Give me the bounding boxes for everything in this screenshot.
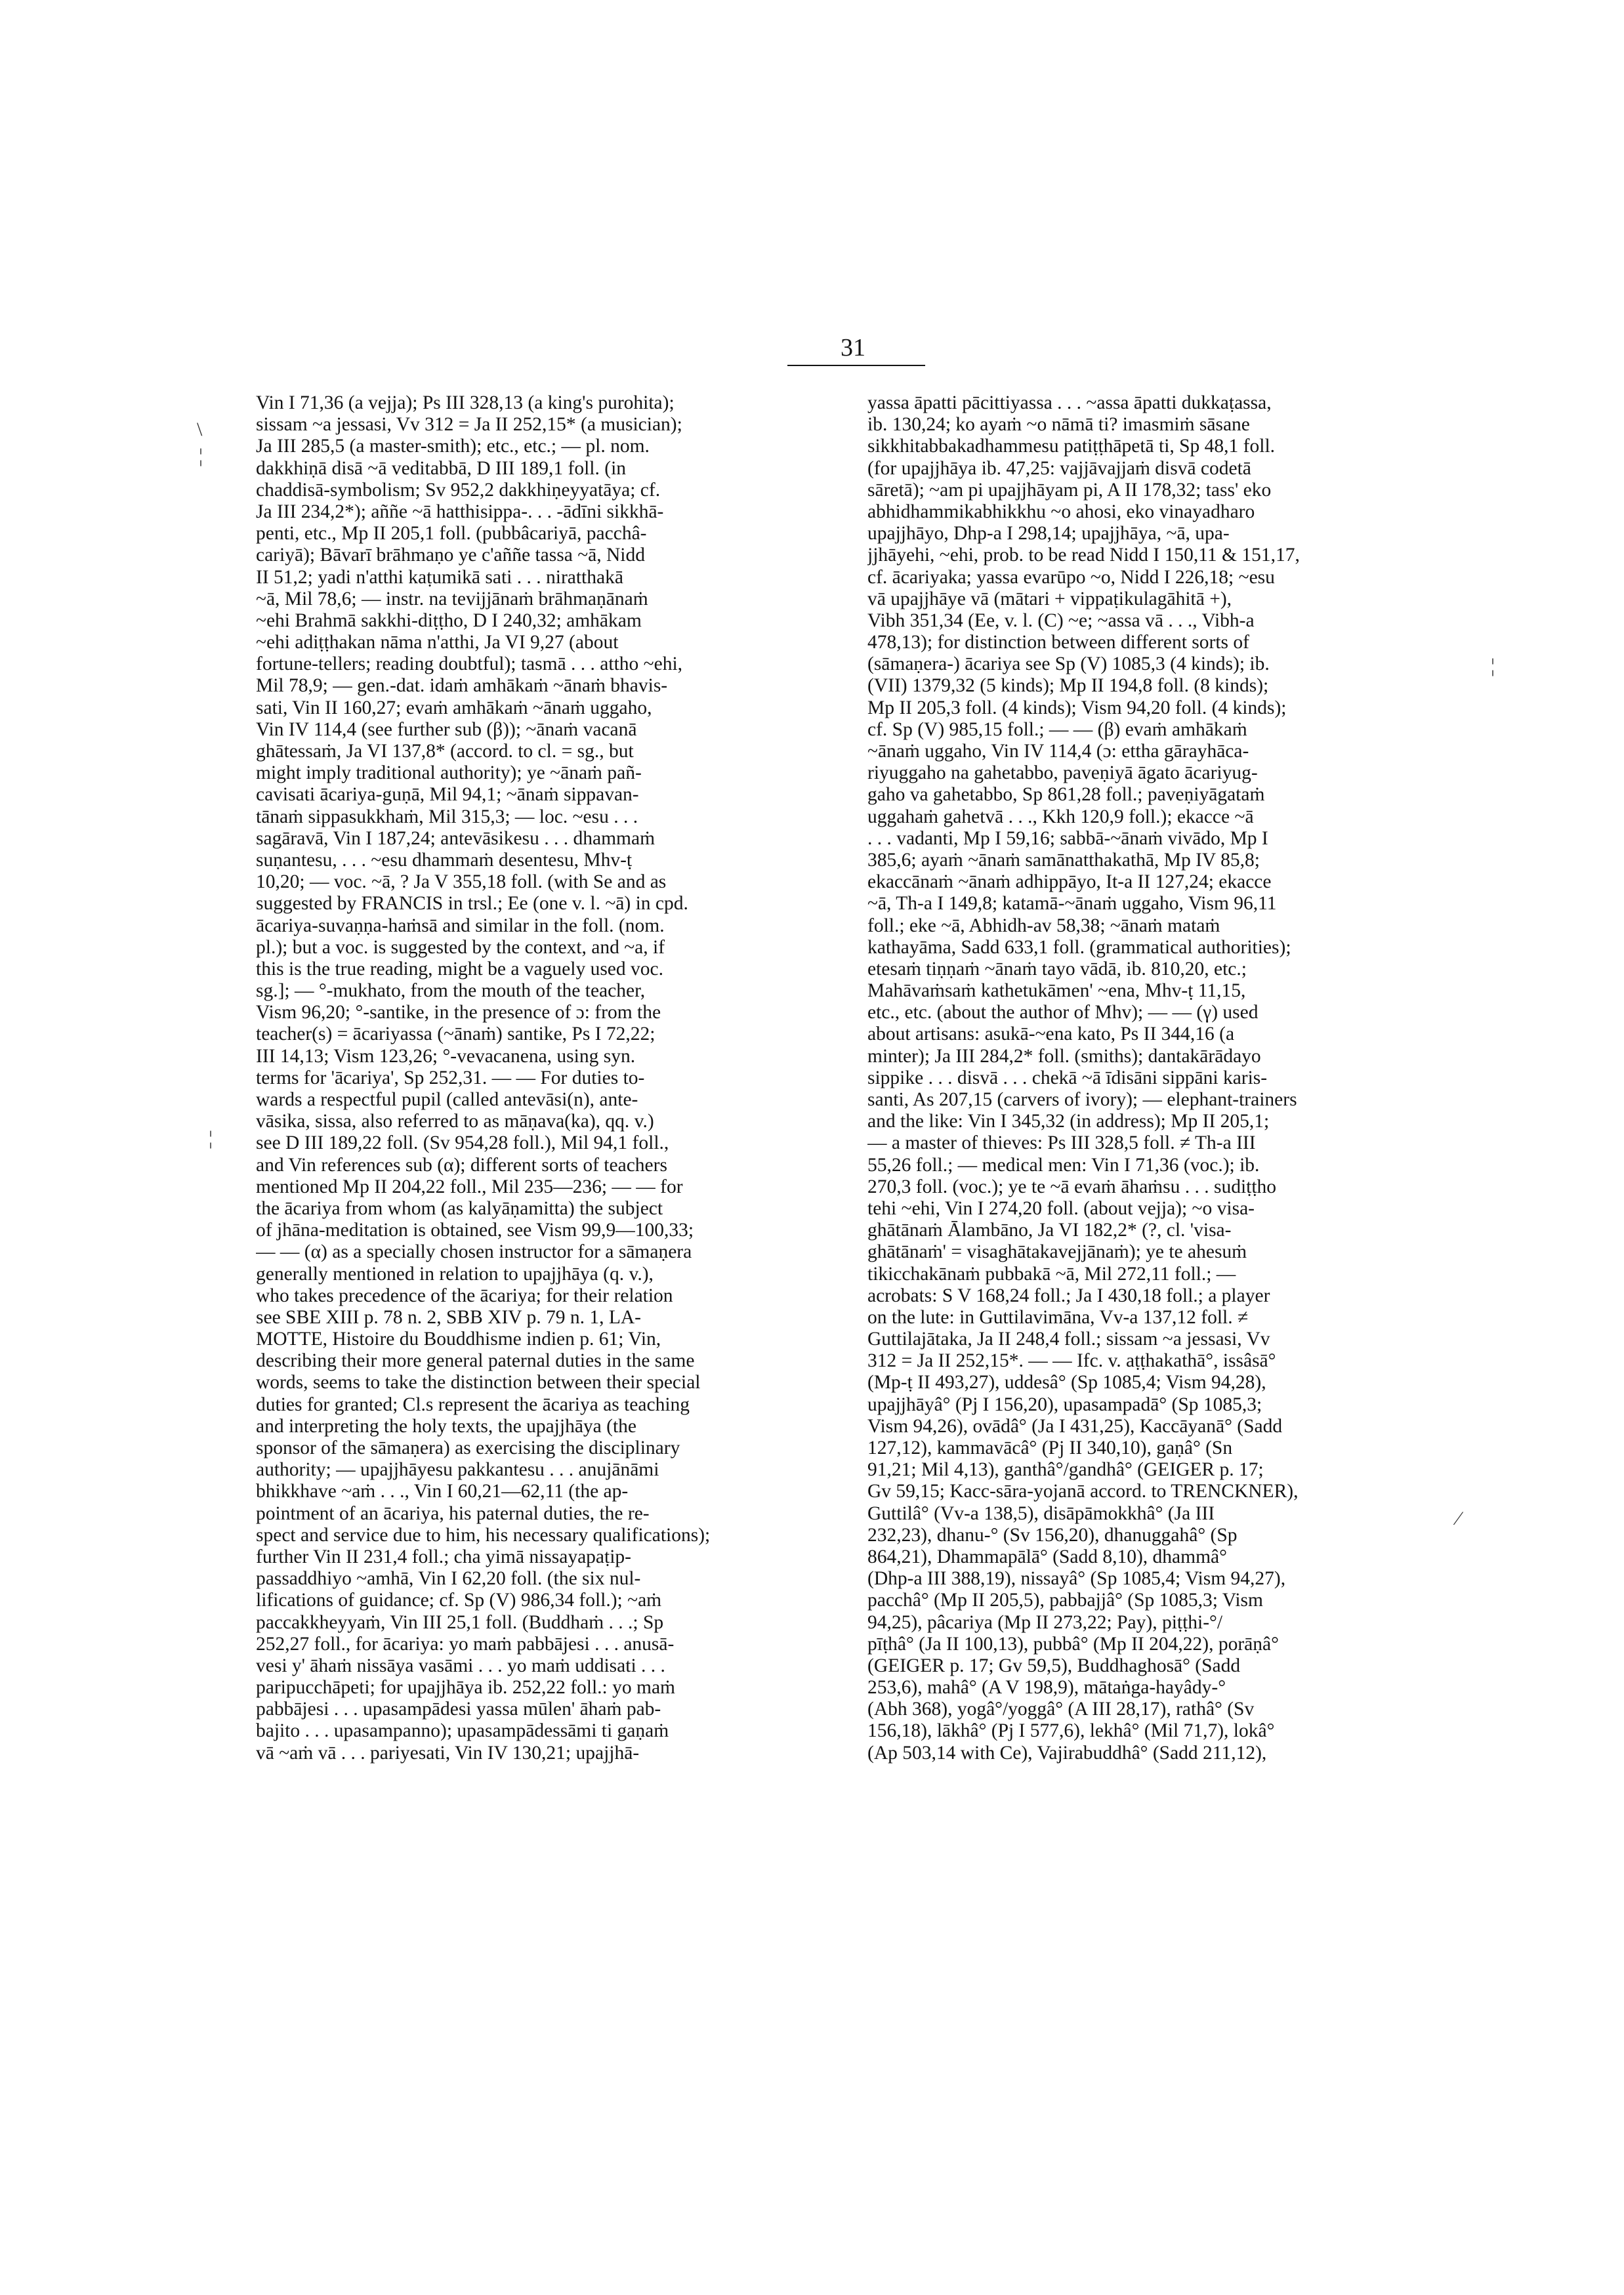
text-line: might imply traditional authority); ye ~ānaṁ pañ- (256, 762, 642, 784)
text-line: pabbājesi . . . upasampādesi yassa mūlen' āhaṁ pab- (256, 1699, 661, 1720)
text-line: sikkhitabbakadhammesu patiṭṭhāpetā ti, Sp 48,1 foll. (867, 436, 1276, 457)
text-line: this is the true reading, might be a vaguely used voc. (256, 958, 663, 980)
text-line: upajjhāyo, Dhp-a I 298,14; upajjhāya, ~ā, upa- (867, 523, 1230, 545)
text-line: paripucchāpeti; for upajjhāya ib. 252,22 foll.: yo maṁ (256, 1677, 675, 1699)
text-line: minter); Ja III 284,2* foll. (smiths); dantakārādayo (867, 1045, 1261, 1067)
text-line: tānaṁ sippasukkhaṁ, Mil 315,3; — loc. ~esu . . . (256, 806, 638, 827)
text-line: Vin IV 114,4 (see further sub (β)); ~ānaṁ vacanā (256, 718, 637, 740)
text-line: 385,6; ayaṁ ~ānaṁ samānatthakathā, Mp IV 85,8; (867, 849, 1260, 871)
text-line: and interpreting the holy texts, the upajjhāya (the (256, 1415, 636, 1437)
text-line: who takes precedence of the ācariya; for their relation (256, 1285, 673, 1306)
text-line: Vibh 351,34 (Ee, v. l. (C) ~e; ~assa vā . . ., Vibh-a (867, 610, 1255, 631)
text-line: chaddisā-symbolism; Sv 952,2 dakkhiṇeyyatāya; cf. (256, 479, 661, 501)
margin-mark: ¦ (209, 1127, 213, 1149)
text-line: 94,25), pâcariya (Mp II 273,22; Pay), piṭṭhi-°/ (867, 1611, 1223, 1633)
text-line: see SBE XIII p. 78 n. 2, SBB XIV p. 79 n. 1, LA- (256, 1306, 641, 1328)
text-line: sissam ~a jessasi, Vv 312 = Ja II 252,15* (a musician); (256, 414, 682, 436)
text-line: pointment of an ācariya, his paternal duties, the re- (256, 1502, 650, 1524)
text-line: Ja III 285,5 (a master-smith); etc., etc.; — pl. nom. (256, 436, 650, 457)
text-line: ~ā, Mil 78,6; — instr. na tevijjānaṁ brāhmaṇānaṁ (256, 588, 648, 610)
text-line: 478,13); for distinction between different sorts of (867, 632, 1249, 653)
text-line: words, seems to take the distinction between their special (256, 1372, 701, 1394)
text-line: . . . vadanti, Mp I 59,16; sabbā-~ānaṁ vivādo, Mp I (867, 827, 1268, 849)
text-line: abhidhammikabhikkhu ~o ahosi, eko vinayadharo (867, 501, 1255, 522)
text-line: ~ehi Brahmā sakkhi-diṭṭho, D I 240,32; amhākam (256, 610, 642, 631)
text-line: vesi y' āhaṁ nissāya vasāmi . . . yo maṁ uddisati . . . (256, 1655, 665, 1676)
right-column (867, 392, 1474, 1764)
text-line: (Abh 368), yogâ°/yoggâ° (A III 28,17), rathâ° (Sv (867, 1699, 1255, 1720)
text-line: cariyā); Bāvarī brāhmaṇo ye c'aññe tassa ~ā, Nidd (256, 545, 645, 566)
page-number-rule (787, 365, 925, 366)
text-line: passaddhiyo ~amhā, Vin I 62,20 foll. (the six nul- (256, 1568, 641, 1590)
text-line: riyuggaho na gahetabbo, paveṇiyā āgato ācariyug- (867, 762, 1258, 784)
text-line: Mp II 205,3 foll. (4 kinds); Vism 94,20 foll. (4 kinds); (867, 697, 1287, 718)
text-line: Gv 59,15; Kacc-sāra-yojanā accord. to TRENCKNER), (867, 1481, 1299, 1502)
text-line: describing their more general paternal duties in the same (256, 1350, 695, 1372)
text-line: — — (α) as a specially chosen instructor for a sāmaṇera (256, 1241, 692, 1263)
text-line: kathayāma, Sadd 633,1 foll. (grammatical authorities); (867, 936, 1291, 958)
text-line: vā ~aṁ vā . . . pariyesati, Vin IV 130,21; upajjhā- (256, 1742, 640, 1764)
text-line: Vin I 71,36 (a vejja); Ps III 328,13 (a king's purohita); (256, 392, 675, 413)
text-line: sippike . . . disvā . . . chekā ~ā īdisāni sippāni karis- (867, 1067, 1268, 1088)
text-line: wards a respectful pupil (called antevāsi(n), ante- (256, 1089, 638, 1110)
text-line: jjhāyehi, ~ehi, prob. to be read Nidd I 150,11 & 151,17, (867, 545, 1300, 566)
text-line: ib. 130,24; ko ayaṁ ~o nāmā ti? imasmiṁ sāsane (867, 414, 1250, 436)
text-line: vā upajjhāye vā (mātari + vippaṭikulagāhitā +), (867, 588, 1232, 610)
text-line: dakkhiṇā disā ~ā veditabbā, D III 189,1 foll. (in (256, 457, 627, 479)
page-number: 31 (841, 334, 865, 362)
text-line: 270,3 foll. (voc.); ye te ~ā evaṁ āhaṁsu . . . sudiṭṭho (867, 1176, 1277, 1197)
text-line: 10,20; — voc. ~ā, ? Ja V 355,18 foll. (with Se and as (256, 871, 667, 893)
margin-mark: \ (197, 419, 203, 440)
text-line: uggahaṁ gahetvā . . ., Kkh 120,9 foll.); ekacce ~ā (867, 806, 1254, 827)
text-line: ~ānaṁ uggaho, Vin IV 114,4 (ɔ: ettha gārayhāca- (867, 741, 1249, 762)
text-line: Mil 78,9; — gen.-dat. idaṁ amhākaṁ ~ānaṁ bhavis- (256, 675, 668, 697)
text-line: further Vin II 231,4 foll.; cha yimā nissayapaṭip- (256, 1546, 631, 1567)
text-line: suggested by FRANCIS in trsl.; Ee (one v. l. ~ā) in cpd. (256, 893, 688, 915)
text-line: 312 = Ja II 252,15*. — — Ifc. v. aṭṭhakathā°, issâsā° (867, 1350, 1276, 1372)
text-line: sati, Vin II 160,27; evaṁ amhākaṁ ~ānaṁ uggaho, (256, 697, 652, 718)
text-line: ~ā, Th-a I 149,8; katamā-~ānaṁ uggaho, Vism 96,11 (867, 893, 1277, 915)
text-line: sponsor of the sāmaṇera) as exercising the disciplinary (256, 1437, 680, 1458)
text-line: authority; — upajjhāyesu pakkantesu . . . anujānāmi (256, 1459, 659, 1481)
text-line: 232,23), dhanu-° (Sv 156,20), dhanuggahâ° (Sp (867, 1524, 1238, 1546)
text-line: (sāmaṇera-) ācariya see Sp (V) 1085,3 (4 kinds); ib. (867, 653, 1270, 675)
text-line: ghātānaṁ Ālambāno, Ja VI 182,2* (?, cl. 'visa- (867, 1220, 1232, 1241)
text-line: suṇantesu, . . . ~esu dhammaṁ desentesu, Mhv-ṭ (256, 849, 633, 871)
text-line: spect and service due to him, his necessary qualifications); (256, 1524, 711, 1546)
text-line: and the like: Vin I 345,32 (in address); Mp II 205,1; (867, 1111, 1270, 1132)
text-line: III 14,13; Vism 123,26; °-vevacanena, using syn. (256, 1045, 636, 1067)
text-line: Guttilâ° (Vv-a 138,5), disāpāmokkhâ° (Ja III (867, 1502, 1215, 1524)
text-line: penti, etc., Mp II 205,1 foll. (pubbâcariyā, pacchâ- (256, 523, 647, 545)
text-line: tehi ~ehi, Vin I 274,20 foll. (about vejja); ~o visa- (867, 1197, 1255, 1219)
text-line: (Ap 503,14 with Ce), Vajirabuddhâ° (Sadd 211,12), (867, 1742, 1267, 1764)
text-line: Vism 96,20; °-santike, in the presence of ɔ: from the (256, 1002, 661, 1023)
text-line: Guttilajātaka, Ja II 248,4 foll.; sissam ~a jessasi, Vv (867, 1329, 1270, 1350)
text-line: Mahāvaṁsaṁ kathetukāmen' ~ena, Mhv-ṭ 11,15, (867, 980, 1246, 1002)
text-line: sg.]; — °-mukhato, from the mouth of the teacher, (256, 980, 646, 1002)
text-line: teacher(s) = ācariyassa (~ānaṁ) santike, Ps I 72,22; (256, 1023, 656, 1045)
text-line: lifications of guidance; cf. Sp (V) 986,34 foll.); ~aṁ (256, 1590, 662, 1611)
text-line: pīṭhâ° (Ja II 100,13), pubbâ° (Mp II 204,22), porāṇâ° (867, 1633, 1279, 1655)
text-line: generally mentioned in relation to upajjhāya (q. v.), (256, 1263, 654, 1285)
text-line: (GEIGER p. 17; Gv 59,5), Buddhaghosā° (Sadd (867, 1655, 1241, 1676)
text-line: pacchâ° (Mp II 205,5), pabbajjâ° (Sp 1085,3; Vism (867, 1590, 1263, 1611)
text-line: paccakkheyyaṁ, Vin III 25,1 foll. (Buddhaṁ . . .; Sp (256, 1611, 664, 1633)
text-line: 91,21; Mil 4,13), ganthâ°/gandhâ° (GEIGER p. 17; (867, 1459, 1264, 1481)
text-line: foll.; eke ~ā, Abhidh-av 58,38; ~ānaṁ mataṁ (867, 915, 1220, 936)
text-line: cf. ācariyaka; yassa evarūpo ~o, Nidd I 226,18; ~esu (867, 566, 1275, 588)
text-line: cavisati ācariya-guṇā, Mil 94,1; ~ānaṁ sippavan- (256, 784, 639, 806)
text-line: (Dhp-a III 388,19), nissayâ° (Sp 1085,4; Vism 94,27), (867, 1568, 1286, 1590)
text-line: tikicchakānaṁ pubbakā ~ā, Mil 272,11 foll.; — (867, 1263, 1236, 1285)
text-line: 156,18), lākhâ° (Pj I 577,6), lekhâ° (Mil 71,7), lokâ° (867, 1720, 1275, 1742)
text-line: sagāravā, Vin I 187,24; antevāsikesu . . . dhammaṁ (256, 827, 656, 849)
text-line: 864,21), Dhammapālā° (Sadd 8,10), dhammâ° (867, 1546, 1227, 1567)
text-line: cf. Sp (V) 985,15 foll.; — — (β) evaṁ amhākaṁ (867, 718, 1247, 740)
text-line: on the lute: in Guttilavimāna, Vv-a 137,12 foll. ≠ (867, 1306, 1249, 1328)
text-line: (for upajjhāya ib. 47,25: vajjāvajjaṁ disvā codetā (867, 457, 1251, 479)
text-line: vāsika, sissa, also referred to as māṇava(ka), qq. v.) (256, 1111, 654, 1132)
text-line: Vism 94,26), ovādâ° (Ja I 431,25), Kaccāyanā° (Sadd (867, 1415, 1283, 1437)
text-line: 252,27 foll., for ācariya: yo maṁ pabbājesi . . . anusā- (256, 1633, 675, 1655)
text-line: 253,6), mahâ° (A V 198,9), mātaṅga-hayâdy-° (867, 1677, 1226, 1699)
text-line: ekaccānaṁ ~ānaṁ adhippāyo, It-a II 127,24; ekacce (867, 871, 1272, 893)
text-line: fortune-tellers; reading doubtful); tasmā . . . attho ~ehi, (256, 653, 683, 675)
text-line: gaho va gahetabbo, Sp 861,28 foll.; paveṇiyāgataṁ (867, 784, 1265, 806)
text-line: (Mp-ṭ II 493,27), uddesâ° (Sp 1085,4; Vism 94,28), (867, 1372, 1266, 1394)
text-line: acrobats: S V 168,24 foll.; Ja I 430,18 foll.; a player (867, 1285, 1270, 1306)
text-line: the ācariya from whom (as kalyāṇamitta) the subject (256, 1197, 663, 1219)
text-line: bajito . . . upasampanno); upasampādessāmi ti gaṇaṁ (256, 1720, 669, 1742)
margin-mark: ¦ (1491, 655, 1495, 676)
text-line: of jhāna-meditation is obtained, see Vism 99,9—100,33; (256, 1220, 694, 1241)
text-line: ācariya-suvaṇṇa-haṁsā and similar in the foll. (nom. (256, 915, 665, 936)
text-line: see D III 189,22 foll. (Sv 954,28 foll.), Mil 94,1 foll., (256, 1132, 669, 1154)
text-line: bhikkhave ~aṁ . . ., Vin I 60,21—62,11 (the ap- (256, 1481, 629, 1502)
text-line: ~ehi adiṭṭhakan nāma n'atthi, Ja VI 9,27 (about (256, 632, 619, 653)
text-line: MOTTE, Histoire du Bouddhisme indien p. 61; Vin, (256, 1329, 661, 1350)
text-line: etesaṁ tiṇṇaṁ ~ānaṁ tayo vādā, ib. 810,20, etc.; (867, 958, 1247, 980)
text-line: yassa āpatti pācittiyassa . . . ~assa āpatti dukkaṭassa, (867, 392, 1272, 413)
text-line: II 51,2; yadi n'atthi kaṭumikā sati . . . niratthakā (256, 566, 623, 588)
text-line: 55,26 foll.; — medical men: Vin I 71,36 (voc.); ib. (867, 1154, 1260, 1176)
text-line: etc., etc. (about the author of Mhv); — — (γ) used (867, 1002, 1259, 1023)
text-line: (VII) 1379,32 (5 kinds); Mp II 194,8 foll. (8 kinds); (867, 675, 1269, 697)
text-line: duties for granted; Cl.s represent the ācariya as teaching (256, 1394, 690, 1415)
text-line: santi, As 207,15 (carvers of ivory); — elephant-trainers (867, 1089, 1297, 1110)
text-line: ghātessaṁ, Ja VI 137,8* (accord. to cl. = sg., but (256, 741, 634, 762)
text-line: about artisans: asukā-~ena kato, Ps II 344,16 (a (867, 1023, 1235, 1045)
text-line: 127,12), kammavācâ° (Pj II 340,10), gaṇâ° (Sn (867, 1437, 1233, 1458)
margin-mark: ¦ (199, 445, 203, 466)
text-line: pl.); but a voc. is suggested by the context, and ~a, if (256, 936, 665, 958)
text-line: mentioned Mp II 204,22 foll., Mil 235—236; — — for (256, 1176, 683, 1197)
text-line: upajjhāyâ° (Pj I 156,20), upasampadā° (Sp 1085,3; (867, 1394, 1262, 1415)
text-line: terms for 'ācariya', Sp 252,31. — — For duties to- (256, 1067, 645, 1088)
left-column (256, 392, 863, 1764)
text-line: Ja III 234,2*); aññe ~ā hatthisippa-. . . -ādīni sikkhā- (256, 501, 664, 522)
margin-mark: ⁄ (1457, 1508, 1461, 1529)
text-line: ghātānaṁ' = visaghātakavejjānaṁ); ye te ahesuṁ (867, 1241, 1247, 1263)
text-line: sāretā); ~am pi upajjhāyam pi, A II 178,32; tass' eko (867, 479, 1272, 501)
text-line: and Vin references sub (α); different sorts of teachers (256, 1154, 667, 1176)
text-line: — a master of thieves: Ps III 328,5 foll. ≠ Th-a III (867, 1132, 1256, 1154)
